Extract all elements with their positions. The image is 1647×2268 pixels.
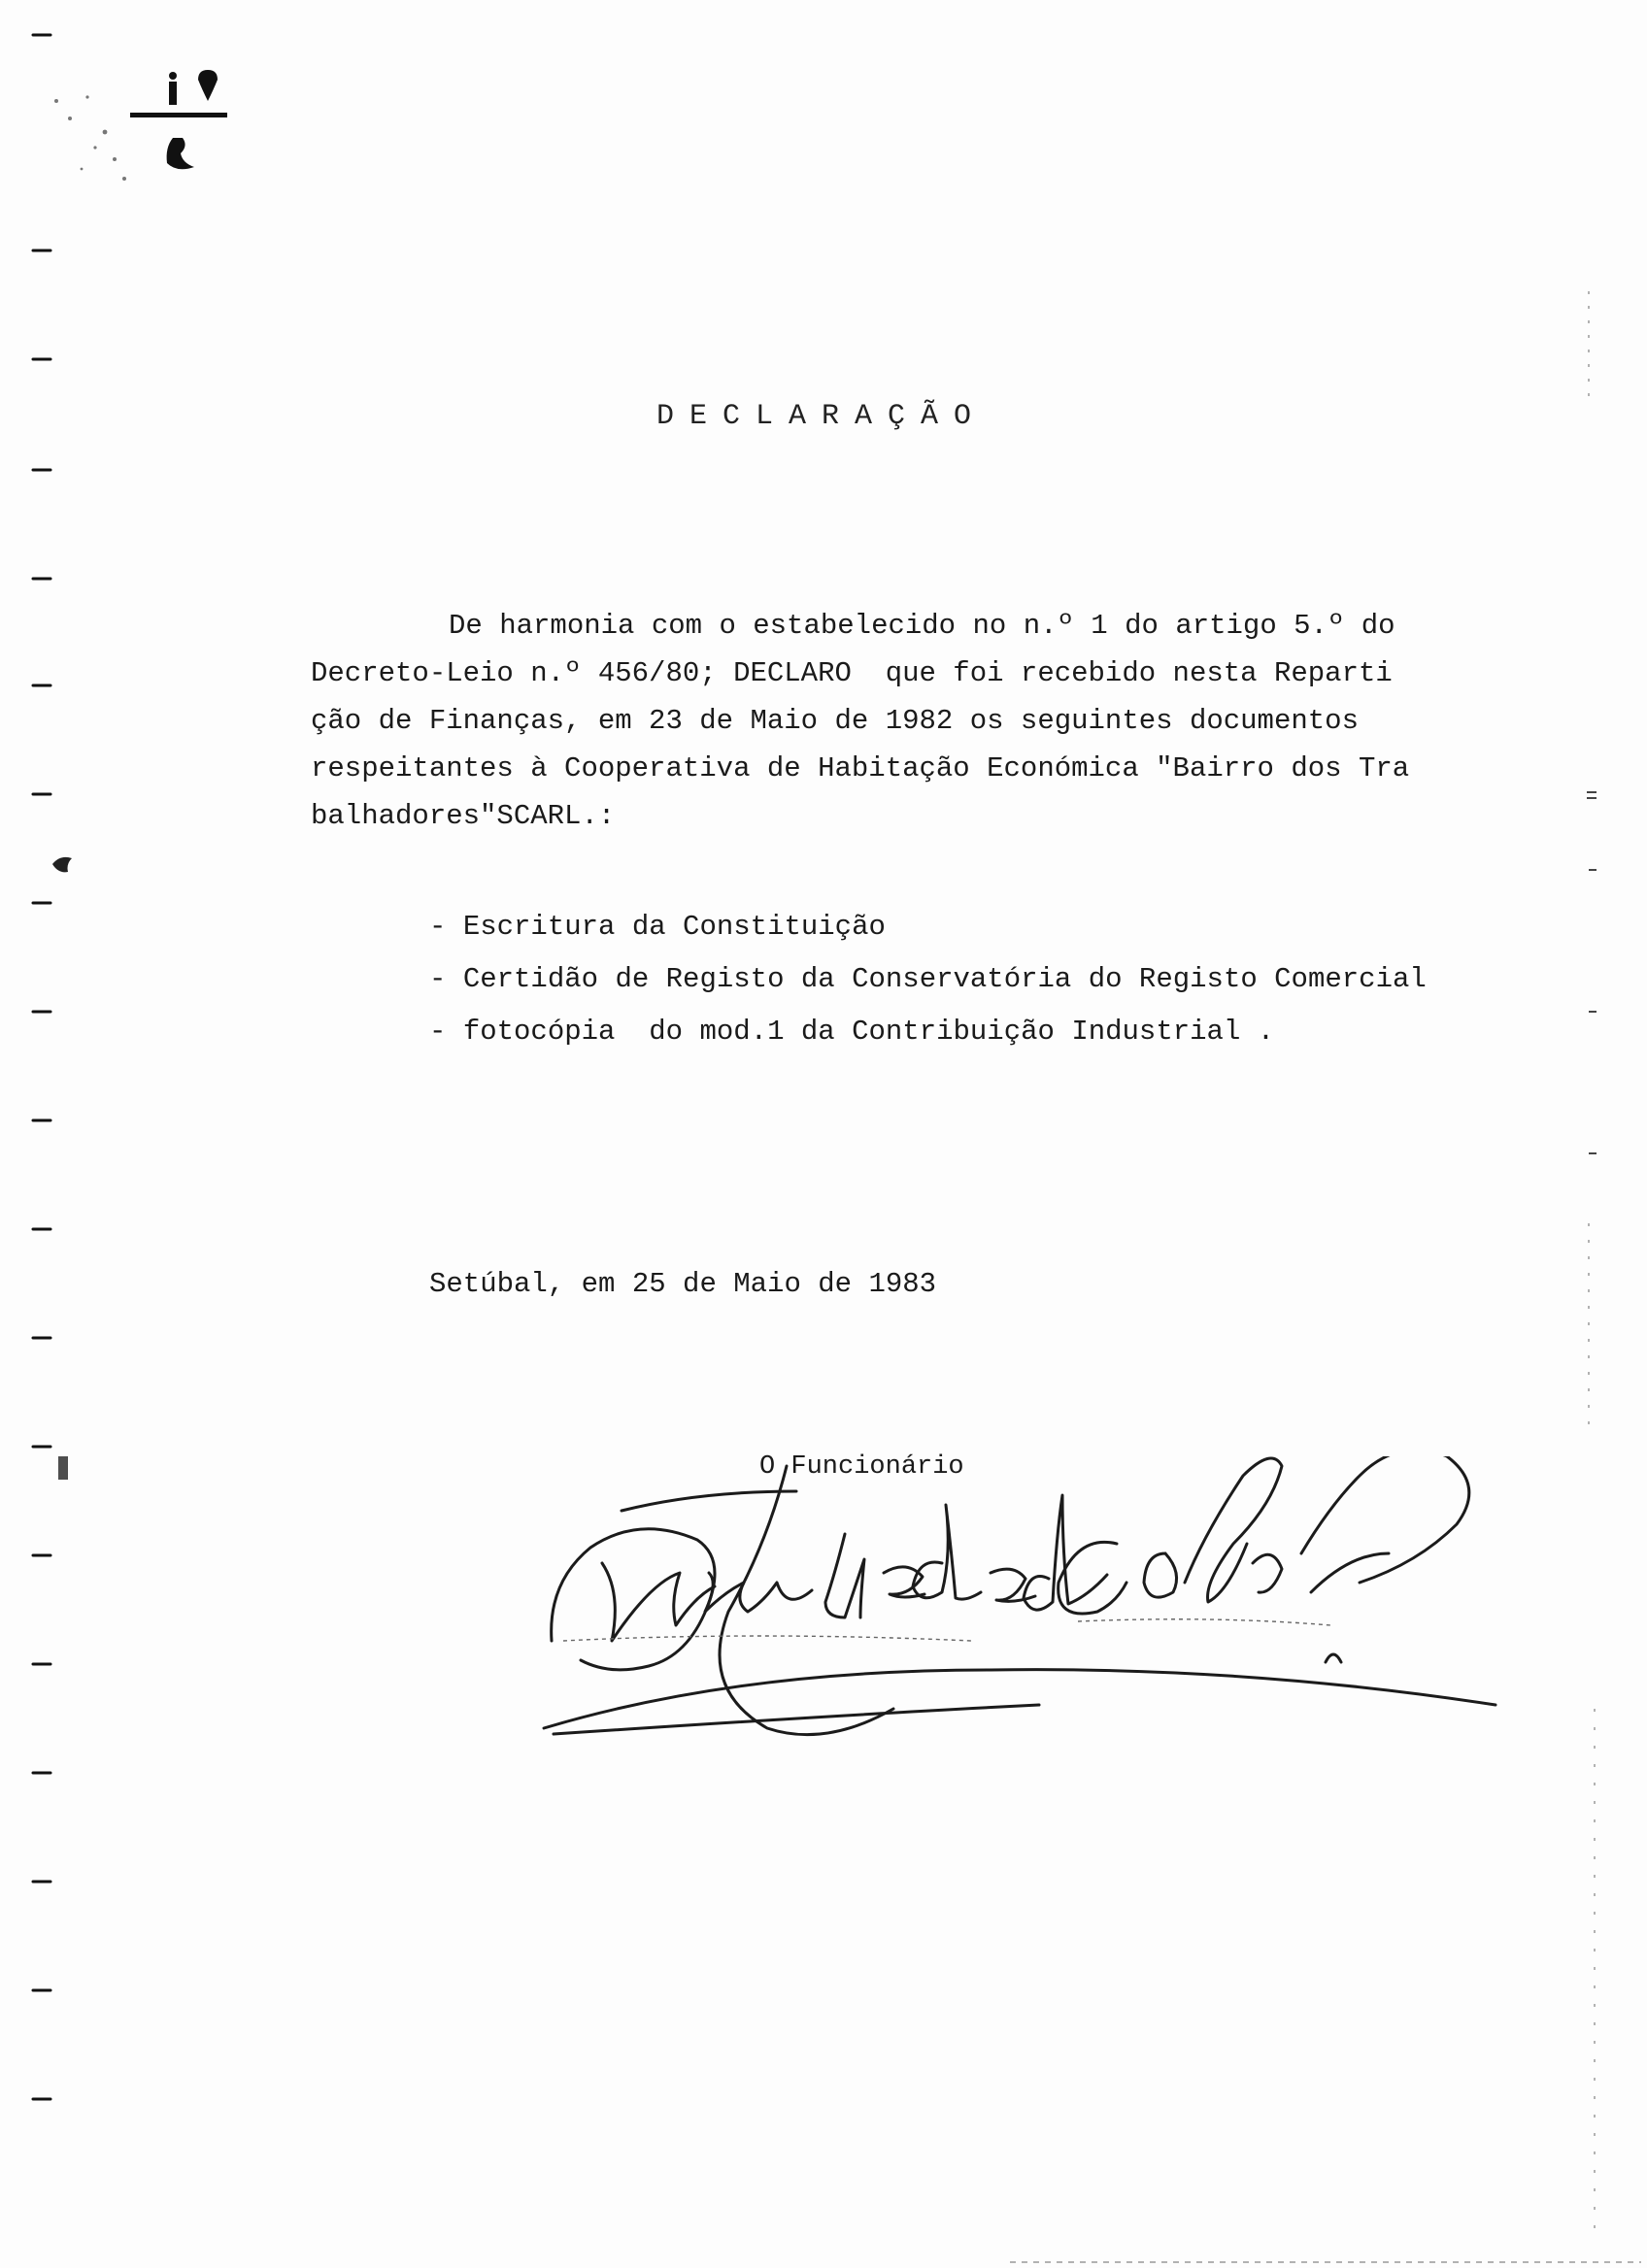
place-and-date: Setúbal, em 25 de Maio de 1983 — [429, 1268, 937, 1300]
document-title: DECLARAÇÃO — [656, 400, 988, 433]
body-line: Decreto-Leio n.º 456/80; DECLARO que foi recebido nesta Reparti — [311, 657, 1393, 689]
list-item: - Certidão de Registo da Conservatória do Registo Comercial — [429, 953, 1427, 1006]
body-line: respeitantes à Cooperativa de Habitação Económica "Bairro dos Tra — [311, 752, 1410, 784]
handwritten-signature — [534, 1456, 1505, 1767]
emblem-seal — [27, 62, 251, 208]
declaration-body — [311, 602, 1476, 840]
body-line: De harmonia com o estabelecido no n.º 1 do artigo 5.º do — [449, 610, 1395, 642]
documents-list — [429, 901, 1427, 1058]
list-item: - Escritura da Constituição — [429, 901, 1427, 953]
signatory-label: O Funcionário — [759, 1452, 964, 1482]
list-item: - fotocópia do mod.1 da Contribuição Industrial . — [429, 1006, 1427, 1058]
body-line: ção de Finanças, em 23 de Maio de 1982 os seguintes documentos — [311, 705, 1359, 737]
body-line: balhadores"SCARL.: — [311, 800, 616, 832]
